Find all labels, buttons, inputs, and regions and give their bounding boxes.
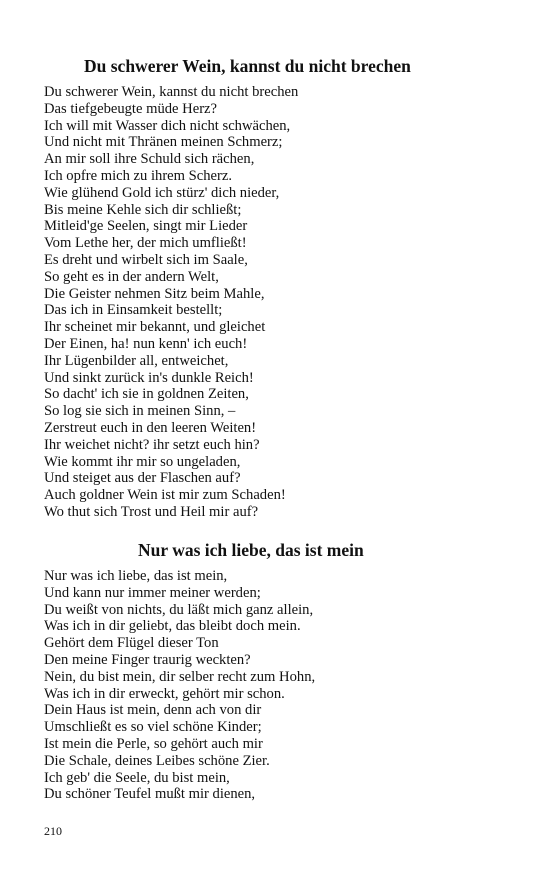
poem-line: Die Geister nehmen Sitz beim Mahle, [44, 285, 265, 302]
poem-line: So geht es in der andern Welt, [44, 268, 219, 285]
poem-lines [44, 568, 510, 803]
poem-line: An mir soll ihre Schuld sich rächen, [44, 151, 255, 168]
poem-line: Gehört dem Flügel dieser Ton [44, 635, 219, 652]
poem-line: Ihr Lügenbilder all, entweichet, [44, 352, 229, 369]
poem-line: Du schöner Teufel mußt mir dienen, [44, 786, 256, 803]
poem-nur-was-ich-liebe [44, 538, 510, 803]
poem-line: Vom Lethe her, der mich umfließt! [44, 235, 247, 252]
poem-line: Was ich in dir geliebt, das bleibt doch mein. [44, 618, 301, 635]
poem-line: So dacht' ich sie in goldnen Zeiten, [44, 386, 249, 403]
poem-line: Du weißt von nichts, du läßt mich ganz allein, [44, 601, 314, 618]
poem-line: Mitleid'ge Seelen, singt mir Lieder [44, 218, 248, 235]
poem-line: Auch goldner Wein ist mir zum Schaden! [44, 487, 286, 504]
poem-line: Wie kommt ihr mir so ungeladen, [44, 453, 241, 470]
poem-line: Das ich in Einsamkeit bestellt; [44, 302, 223, 319]
poem-lines [44, 84, 510, 521]
poem-du-schwerer-wein [44, 54, 510, 521]
poem-title: Nur was ich liebe, das ist mein [138, 540, 364, 560]
poem-line: Ihr scheinet mir bekannt, und gleichet [44, 319, 266, 336]
poem-line: Ich opfre mich zu ihrem Scherz. [44, 167, 233, 184]
poem-line: Und kann nur immer meiner werden; [44, 584, 261, 601]
poem-line: Wo thut sich Trost und Heil mir auf? [44, 503, 259, 520]
poem-line: Nur was ich liebe, das ist mein, [44, 568, 228, 584]
poem-line: Den meine Finger traurig weckten? [44, 651, 251, 668]
poem-line: Es dreht und wirbelt sich im Saale, [44, 251, 248, 268]
poem-line: Umschließt es so viel schöne Kinder; [44, 719, 262, 736]
poem-line: Der Einen, ha! nun kenn' ich euch! [44, 335, 248, 352]
poem-line: Nein, du bist mein, dir selber recht zum Hohn, [44, 668, 316, 685]
poem-line: Dein Haus ist mein, denn ach von dir [44, 702, 262, 719]
poem-line: Ihr weichet nicht? ihr setzt euch hin? [44, 436, 260, 453]
poem-line: Wie glühend Gold ich stürz' dich nieder, [44, 184, 280, 201]
poem-line: Ist mein die Perle, so gehört auch mir [44, 735, 263, 752]
poem-title: Du schwerer Wein, kannst du nicht brechen [84, 56, 411, 76]
poem-line: So log sie sich in meinen Sinn, – [44, 403, 236, 420]
poem-line: Ich geb' die Seele, du bist mein, [44, 769, 230, 786]
poem-line: Und steiget aus der Flaschen auf? [44, 470, 241, 487]
poem-line: Und sinkt zurück in's dunkle Reich! [44, 369, 254, 386]
poem-line: Ich will mit Wasser dich nicht schwächen, [44, 117, 291, 134]
poem-line: Zerstreut euch in den leeren Weiten! [44, 419, 257, 436]
poem-line: Das tiefgebeugte müde Herz? [44, 100, 218, 117]
poem-line: Bis meine Kehle sich dir schließt; [44, 201, 242, 218]
poem-line: Die Schale, deines Leibes schöne Zier. [44, 752, 270, 769]
poem-line: Und nicht mit Thränen meinen Schmerz; [44, 134, 283, 151]
poem-line: Du schwerer Wein, kannst du nicht brechen [44, 84, 299, 100]
poem-line: Was ich in dir erweckt, gehört mir schon. [44, 685, 285, 702]
page-number: 210 [44, 824, 62, 838]
